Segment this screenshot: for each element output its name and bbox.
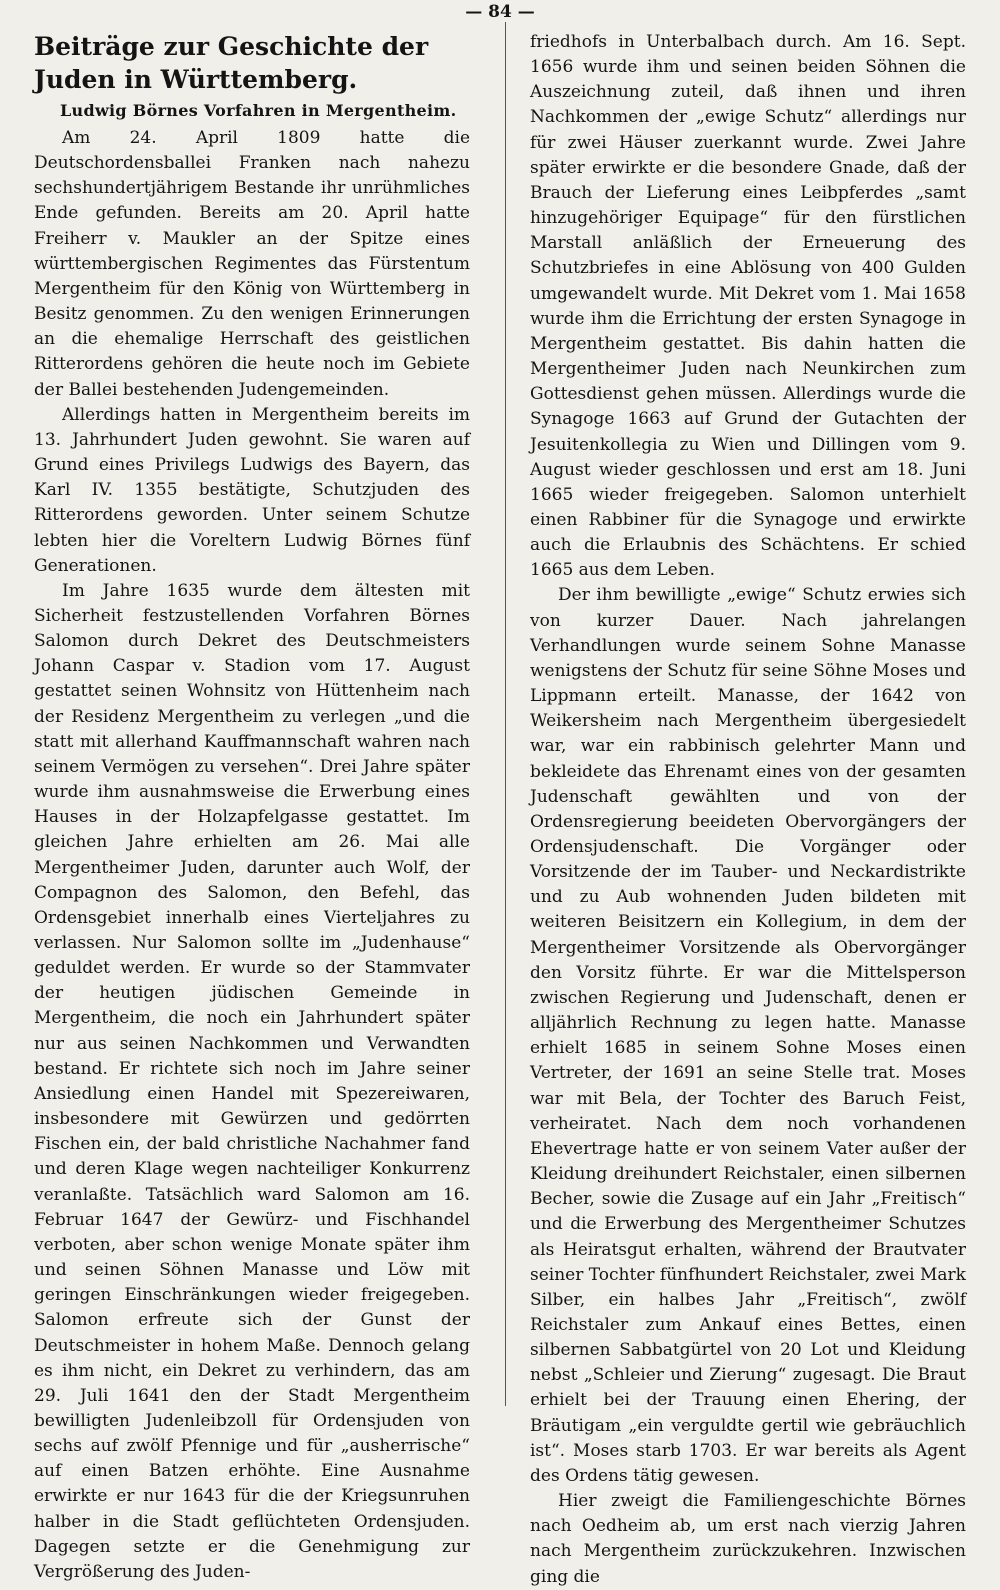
article-title: Beiträge zur Geschichte der Juden in Württemberg. [34, 32, 429, 94]
page-number: — 84 — [465, 2, 535, 22]
left-column [34, 30, 470, 1585]
column-divider [505, 22, 506, 1406]
paragraph: Der ihm bewilligte „ewige“ Schutz erwies sich von kurzer Dauer. Nach jahrelangen Verhandlungen wurde seinem Sohne Manasse wenigstens der Schutz für seine Söhne Moses und Lippmann erteilt. Manasse, der 1642 von Weikersheim nach Mergentheim übergesiedelt war, war ein rabbinisch gelehrter Mann und bekleidete das Ehrenamt eines von der gesamten Judenschaft gewählten und von der Ordensregierung beeideten Obervorgängers der Ordensjudenschaft. Die Vorgänger oder Vorsitzende der im Tauber- und Neckardistrikte und zu Aub wohnenden Juden bildeten mit weiteren Beisitzern ein Kollegium, in dem der Mergentheimer Vorsitzende als Obervorgänger den Vorsitz führte. Er war die Mittelsperson zwischen Regierung und Judenschaft, denen er alljährlich Rechnung zu legen hatte. Manasse erhielt 1685 in seinem Sohne Moses einen Vertreter, der 1691 an seine Stelle trat. Moses war mit Bela, der Tochter des Baruch Feist, verheiratet. Nach dem noch vorhandenen Ehevertrage hatte er von seinem Vater außer der Kleidung dreihundert Reichstaler, einen silbernen Becher, sowie die Zusage auf ein Jahr „Freitisch“ und die Erwerbung des Mergentheimer Schutzes als Heiratsgut erhalten, während der Brautvater seiner Tochter fünfhundert Reichstaler, zwei Mark Silber, ein halbes Jahr „Freitisch“, zwölf Reichstaler zum Ankauf eines Bettes, einen silbernen Sabbatgürtel von 20 Lot und Kleidung nebst „Schleier und Zierung“ zugesagt. Die Braut erhielt bei der Trauung einen Ehering, der Bräutigam „ein verguldte gertil wie gebräuchlich ist“. Moses starb 1703. Er war bereits als Agent des Ordens tätig gewesen. [530, 585, 966, 1486]
paragraph: Allerdings hatten in Mergentheim bereits im 13. Jahrhundert Juden gewohnt. Sie waren auf Grund eines Privilegs Ludwigs des Bayern, das Karl IV. 1355 bestätigte, Schutzjuden des Ritterordens geworden. Unter seinem Schutze lebten hier die Voreltern Ludwig Börnes fünf Generationen. [34, 404, 470, 576]
paragraph: Im Jahre 1635 wurde dem ältesten mit Sicherheit festzustellenden Vorfahren Börnes Salomon durch Dekret des Deutschmeisters Johann Caspar v. Stadion vom 17. August gestattet seinen Wohnsitz von Hüttenheim nach der Residenz Mergentheim zu verlegen „und die statt mit allerhand Kauffmannschaft wahren nach seinem Vermögen zu versehen“. Drei Jahre später wurde ihm ausnahmsweise die Erwerbung eines Hauses in der Holzapfelgasse gestattet. Im gleichen Jahre erhielten am 26. Mai alle Mergentheimer Juden, darunter auch Wolf, der Compagnon des Salomon, den Befehl, das Ordensgebiet innerhalb eines Vierteljahres zu verlassen. Nur Salomon sollte im „Judenhause“ geduldet werden. Er wurde so der Stammvater der heutigen jüdischen Gemeinde in Mergentheim, die noch ein Jahrhundert später nur aus seinen Nachkommen und Verwandten bestand. Er richtete sich noch im Jahre seiner Ansiedlung einen Handel mit Spezereiwaren, insbesondere mit Gewürzen und gedörrten Fischen ein, der bald christliche Nachahmer fand und deren Klage wegen nachteiliger Konkurrenz veranlaßte. Tatsächlich ward Salomon am 16. Februar 1647 der Gewürz- und Fischhandel verboten, aber schon wenige Monate später ihm und seinen Söhnen Manasse und Löw mit geringen Einschränkungen wieder freigegeben. Salomon erfreute sich der Gunst der Deutschmeister in hohem Maße. Dennoch gelang es ihm nicht, ein Dekret zu verhindern, das am 29. Juli 1641 den der Stadt Mergentheim bewilligten Judenleibzoll für Ordensjuden von sechs auf zwölf Pfennige und für „ausherrische“ auf einen Batzen erhöhte. Eine Ausnahme erwirkte er nur 1643 für die der Kriegsunruhen halber in die Stadt geflüchteten Ordensjuden. Dagegen setzte er die Genehmigung zur Vergrößerung des Juden- [34, 580, 470, 1582]
right-column [530, 30, 966, 1590]
paragraph: Hier zweigt die Familiengeschichte Börnes nach Oedheim ab, um erst nach vierzig Jahren nach Mergentheim zurückzukehren. Inzwischen ging die [530, 1491, 966, 1587]
paragraph-continued: friedhofs in Unterbalbach durch. Am 16. Sept. 1656 wurde ihm und seinen beiden Söhnen die Auszeichnung zuteil, daß ihnen und ihren Nachkommen der „ewige Schutz“ allerdings nur für zwei Häuser zuerkannt wurde. Zwei Jahre später erwirkte er die besondere Gnade, daß der Brauch der Lieferung eines Leibpferdes „samt hinzugehöriger Equipage“ für den fürstlichen Marstall anläßlich der Erneuerung des Schutzbriefes in eine Ablösung von 400 Gulden umgewandelt wurde. Mit Dekret vom 1. Mai 1658 wurde ihm die Errichtung der ersten Synagoge in Mergentheim gestattet. Bis dahin hatten die Mergentheimer Juden nach Neunkirchen zum Gottesdienst gehen müssen. Allerdings wurde die Synagoge 1663 auf Grund der Gutachten der Jesuitenkollegia zu Wien und Dillingen vom 9. August wieder geschlossen und erst am 18. Juni 1665 wieder freigegeben. Salomon unterhielt einen Rabbiner für die Synagoge und erwirkte auch die Erlaubnis des Schächtens. Er schied 1665 aus dem Leben. [530, 32, 966, 581]
paragraph: Am 24. April 1809 hatte die Deutschordensballei Franken nach nahezu sechshundertjährigem Bestande ihr unrühmliches Ende gefunden. Bereits am 20. April hatte Freiherr v. Maukler an der Spitze eines württembergischen Regimentes das Fürstentum Mergentheim für den König von Württemberg in Besitz genommen. Zu den wenigen Erinnerungen an die ehemalige Herrschaft des geistlichen Ritterordens gehören die heute noch im Gebiete der Ballei bestehenden Judengemeinden. [34, 128, 470, 400]
article-subtitle: Ludwig Börnes Vorfahren in Mergentheim. [60, 101, 457, 120]
